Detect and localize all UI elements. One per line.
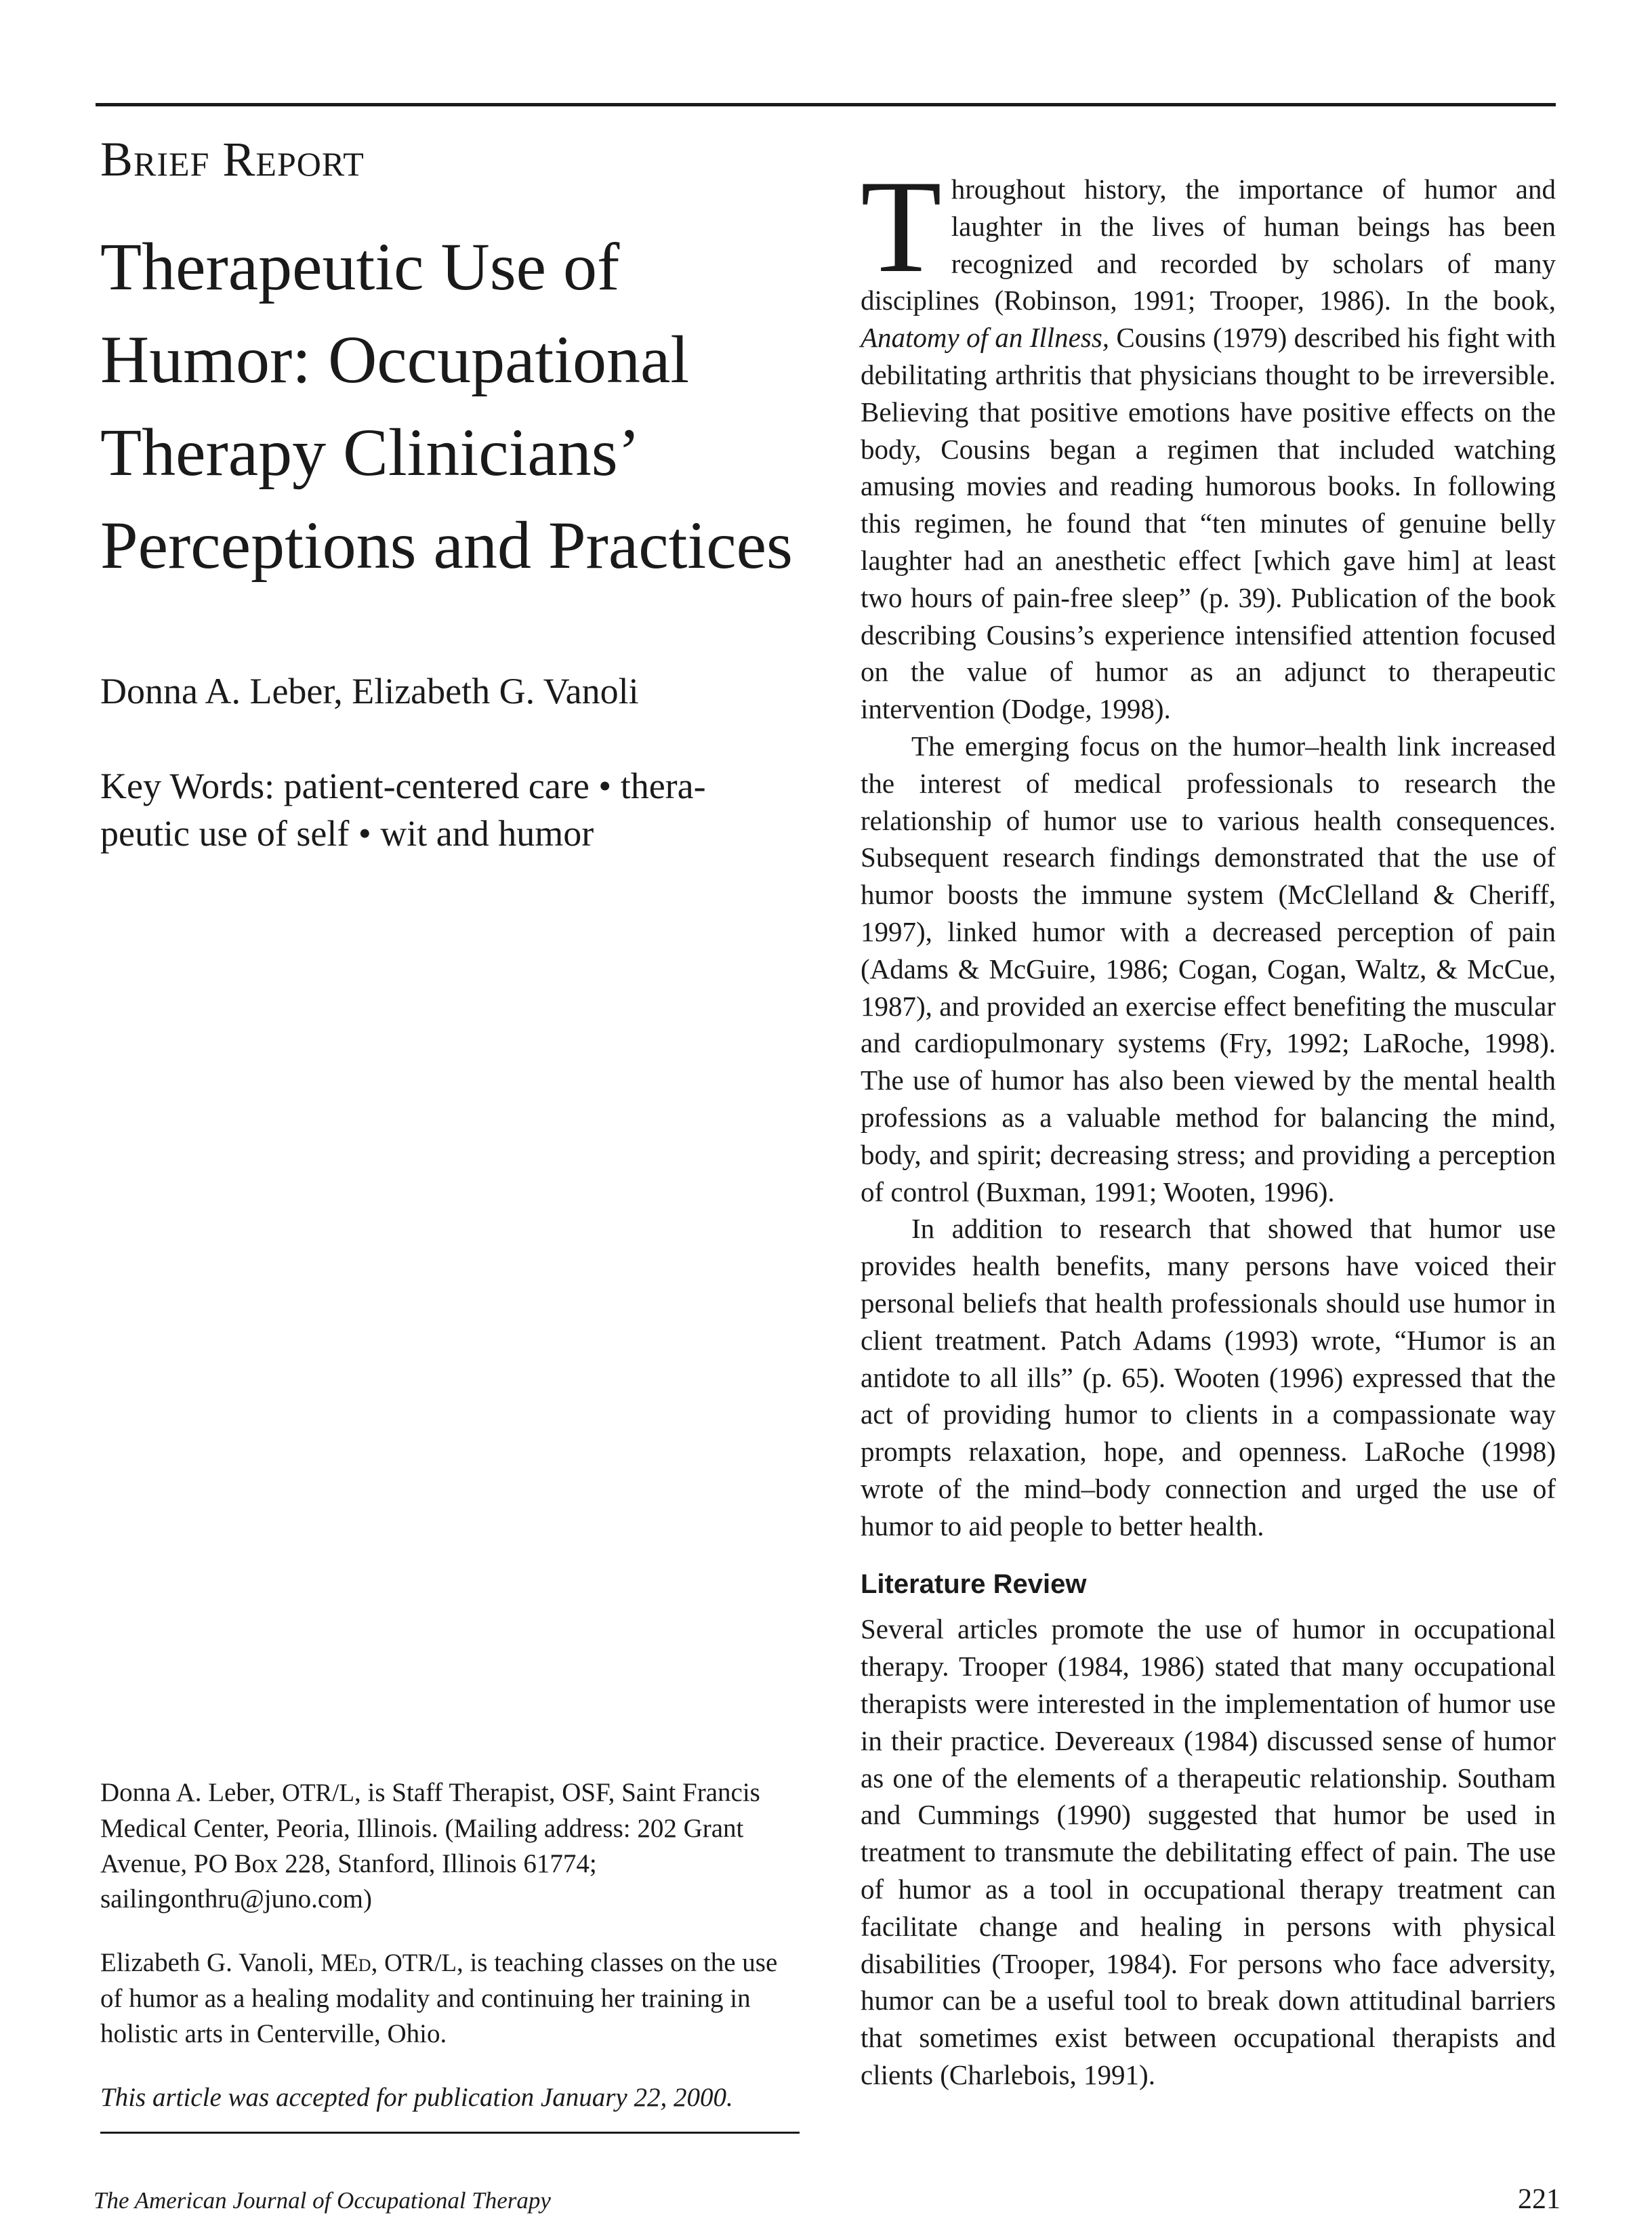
page-number: 221 [1518, 2184, 1561, 2215]
top-rule [96, 103, 1556, 106]
author-note-leber: Donna A. Leber, OTR/L, is Staff Therapist, OSF, Saint Francis Medical Center, Peoria, Illinois. (Mailing address: 202 Grant Avenue, PO Box 228, Stanford, Illinois 61774; sailingonthru@juno.com) [100, 1778, 760, 1913]
footnote-rule [100, 2132, 800, 2134]
body-paragraph-4: Several articles promote the use of humor in occupational therapy. Trooper (1984, 1986) stated that many occupational therapists were interested in the implementation of humor use in their practice. Devereaux (1984) discussed sense of humor as one of the elements of a therapeutic relationship. Southam and Cummings (1990) suggested that humor be used in treatment to transmute the debilitating effect of pain. The use of humor as a tool in occupational therapy treatment can facilitate change and healing in persons with physical disabilities (Trooper, 1984). For persons who face adversity, humor can be a useful tool to break down attitudinal barriers that sometimes exist between occupational therapists and clients (Charlebois, 1991). [861, 1613, 1556, 2091]
section-heading-literature-review: Literature Review [861, 1569, 1087, 1600]
body-paragraph-2: The emerging focus on the humor–health link increased the interest of medical professionals to research the relationship of humor use to various health consequences. Subsequent research findings demonstrated that the use of humor boosts the immune system (McClelland & Cheriff, 1997), linked humor with a decreased perception of pain (Adams & McGuire, 1986; Cogan, Cogan, Waltz, & McCue, 1987), and provided an exercise effect benefiting the muscular and cardiopulmonary systems (Fry, 1992; LaRoche, 1998). The use of humor has also been viewed by the mental health professions as a valuable method for balancing the mind, body, and spirit; decreasing stress; and providing a perception of control (Buxman, 1991; Wooten, 1996). [861, 730, 1556, 1207]
article-title: Therapeutic Use of Humor: Occupational Therapy Clinicians’ Perceptions and Practices [100, 229, 793, 583]
author-notes [100, 1775, 805, 2115]
journal-name: The American Journal of Occupational Therapy [94, 2187, 551, 2214]
article-body [861, 153, 1556, 2094]
keywords: Key Words: patient-centered care • thera-peutic use of self • wit and humor [100, 766, 706, 854]
section-label: Brief Report [100, 132, 365, 186]
body-paragraph-3: In addition to research that showed that humor use provides health benefits, many persons have voiced their personal beliefs that health professionals should use humor in client treatment. Patch Adams (1993) wrote, “Humor is an antidote to all ills” (p. 65). Wooten (1996) expressed that the act of providing humor to clients in a compassionate way prompts relaxation, hope, and openness. LaRoche (1998) wrote of the mind–body connection and urged the use of humor to aid people to better health. [861, 1213, 1556, 1541]
drop-cap: T [861, 153, 942, 300]
body-paragraph-1: Throughout history, the importance of humor and laughter in the lives of human beings has been recognized and recorded by scholars of many disciplines (Robinson, 1991; Trooper, 1986). In the book, Anatomy of an Illness, Cousins (1979) described his fight with debilitating arthritis that physicians thought to be irreversible. Believing that positive emotions have positive effects on the body, Cousins began a regimen that included watching amusing movies and reading humorous books. In following this regimen, he found that “ten minutes of genuine belly laughter had an anesthetic effect [which gave him] at least two hours of pain-free sleep” (p. 39). Publication of the book describing Cousins’s experience intensified attention focused on the value of humor as an adjunct to therapeutic intervention (Dodge, 1998). [861, 153, 1556, 725]
authors: Donna A. Leber, Elizabeth G. Vanoli [100, 671, 639, 711]
acceptance-note: This article was accepted for publication January 22, 2000. [100, 2083, 733, 2112]
title-block [100, 125, 805, 592]
book-title: Anatomy of an Illness, [861, 322, 1110, 354]
author-note-vanoli: Elizabeth G. Vanoli, MEd, OTR/L, is teaching classes on the use of humor as a healing modality and continuing her training in holistic arts in Centerville, Ohio. [100, 1948, 778, 2048]
